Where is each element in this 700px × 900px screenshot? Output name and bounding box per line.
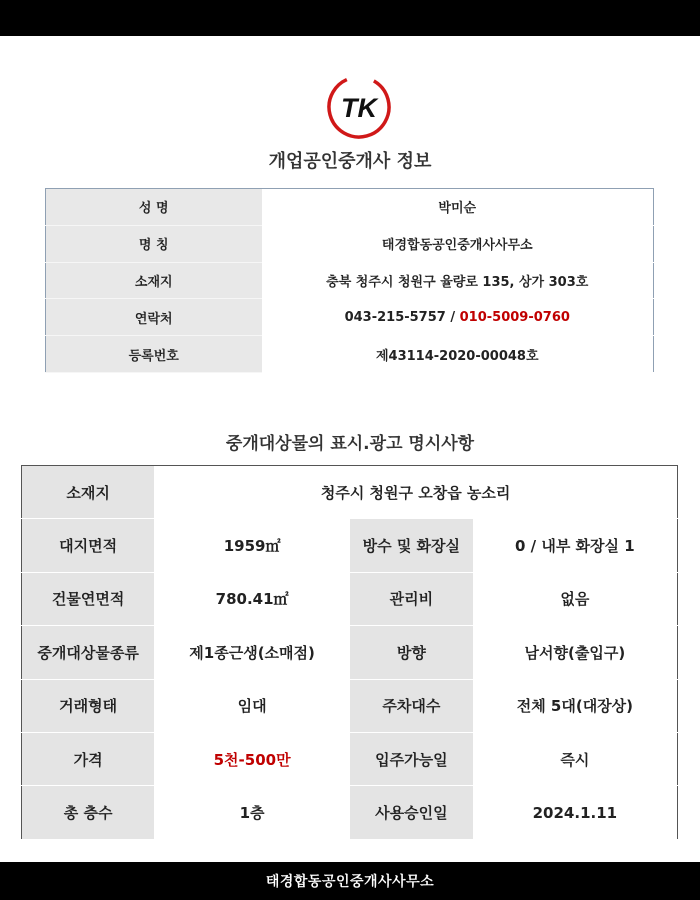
- broker-info-table: [45, 188, 654, 373]
- total-floors-label: 총 층수: [22, 786, 155, 839]
- footer-bar: [0, 862, 700, 900]
- direction-label: 방향: [350, 626, 473, 679]
- direction-value: 남서향(출입구): [473, 626, 678, 679]
- table-row: [22, 466, 678, 519]
- deal-type-label: 거래형태: [22, 679, 155, 732]
- rooms-value: 0 / 내부 화장실 1: [473, 519, 678, 572]
- deal-type-value: 임대: [154, 679, 350, 732]
- location-label: 소재지: [22, 466, 155, 519]
- rooms-label: 방수 및 화장실: [350, 519, 473, 572]
- office-phone: 043-215-5757 /: [344, 309, 460, 325]
- table-row: [46, 299, 654, 336]
- table-row: [22, 572, 678, 625]
- property-type-label: 중개대상물종류: [22, 626, 155, 679]
- table-row: [46, 189, 654, 226]
- tk-logo: [326, 74, 392, 140]
- approval-date-label: 사용승인일: [350, 786, 473, 839]
- broker-info-title: 개업공인중개사 정보: [268, 151, 432, 172]
- top-black-bar: [0, 0, 700, 36]
- floor-area-value: 780.41㎡: [154, 572, 350, 625]
- address-value: 충북 청주시 청원구 율량로 135, 상가 303호: [262, 262, 654, 299]
- contact-label: 연락처: [46, 299, 262, 336]
- floor-area-label: 건물연면적: [22, 572, 155, 625]
- table-row: [46, 336, 654, 373]
- land-area-label: 대지면적: [22, 519, 155, 572]
- logo-text: TK: [341, 93, 377, 123]
- land-area-value: 1959㎡: [154, 519, 350, 572]
- maintenance-fee-label: 관리비: [350, 572, 473, 625]
- listing-info-title: 중개대상물의 표시.광고 명시사항: [225, 434, 475, 454]
- property-type-value: 제1종근생(소매점): [154, 626, 350, 679]
- table-row: [22, 519, 678, 572]
- mobile-phone: 010-5009-0760: [459, 309, 570, 325]
- approval-date-value: 2024.1.11: [473, 786, 678, 839]
- table-row: [22, 732, 678, 785]
- table-row: [46, 225, 654, 262]
- parking-label: 주차대수: [350, 679, 473, 732]
- name-value: 박미순: [262, 189, 654, 226]
- company-value: 태경합동공인중개사사무소: [262, 225, 654, 262]
- maintenance-fee-value: 없음: [473, 572, 678, 625]
- registration-label: 등록번호: [46, 336, 262, 373]
- table-row: [22, 679, 678, 732]
- table-row: [22, 786, 678, 839]
- total-floors-value: 1층: [154, 786, 350, 839]
- location-value: 청주시 청원구 오창읍 농소리: [154, 466, 677, 519]
- move-in-label: 입주가능일: [350, 732, 473, 785]
- registration-value: 제43114-2020-00048호: [262, 336, 654, 373]
- table-row: [46, 262, 654, 299]
- parking-value: 전체 5대(대장상): [473, 679, 678, 732]
- address-label: 소재지: [46, 262, 262, 299]
- contact-value: [262, 299, 654, 336]
- price-label: 가격: [22, 732, 155, 785]
- footer-company-name: 태경합동공인중개사사무소: [265, 874, 435, 890]
- name-label: 성 명: [46, 189, 262, 226]
- move-in-value: 즉시: [473, 732, 678, 785]
- table-row: [22, 626, 678, 679]
- company-label: 명 칭: [46, 225, 262, 262]
- listing-info-table: [21, 465, 678, 840]
- price-value: 5천-500만: [154, 732, 350, 785]
